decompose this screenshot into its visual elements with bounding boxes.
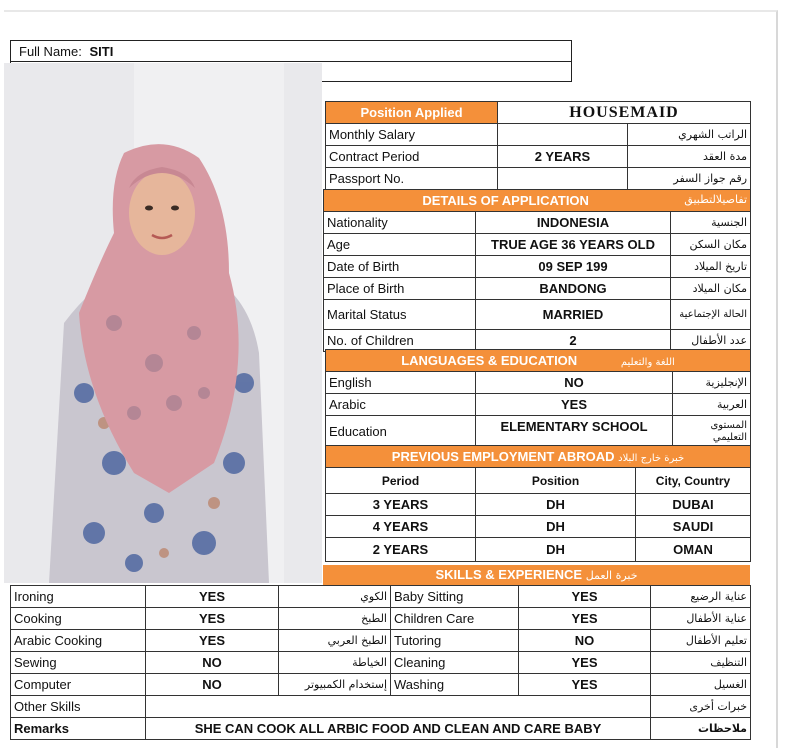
language-row [326, 394, 751, 416]
remarks-value: SHE CAN COOK ALL ARBIC FOOD AND CLEAN AND CARE BABY [146, 718, 651, 740]
employment-position: DH [476, 516, 636, 538]
skill-value: YES [146, 608, 279, 630]
skill-label: Computer [11, 674, 146, 696]
employment-position: DH [476, 538, 636, 562]
contract-label-ar: رقم جواز السفر [628, 168, 751, 190]
skill-label-ar: الكوي [279, 586, 391, 608]
detail-label: Place of Birth [324, 278, 476, 300]
applicant-photo-illustration [4, 63, 322, 583]
skill-label-ar: الغسيل [651, 674, 751, 696]
full-name-label: Full Name: [19, 44, 82, 59]
skill-label: Cleaning [391, 652, 519, 674]
employment-header: PREVIOUS EMPLOYMENT ABROAD [391, 449, 615, 464]
detail-label: No. of Children [324, 330, 476, 352]
employment-period: 3 YEARS [326, 494, 476, 516]
skills-header: SKILLS & EXPERIENCE [435, 567, 583, 582]
detail-label-ar: الحالة الإجتماعية [671, 300, 751, 330]
skill-label: Tutoring [391, 630, 519, 652]
employment-row [326, 516, 751, 538]
column-position: Position [476, 468, 636, 494]
skill-label: Arabic Cooking [11, 630, 146, 652]
details-header: DETAILS OF APPLICATION [422, 193, 589, 208]
contract-label: Passport No. [326, 168, 498, 190]
skill-value: NO [146, 652, 279, 674]
section-header [326, 446, 751, 468]
detail-value: 09 SEP 199 [476, 256, 671, 278]
skill-value: NO [519, 630, 651, 652]
detail-value: MARRIED [476, 300, 671, 330]
detail-label-ar: مكان السكن [671, 234, 751, 256]
detail-label: Age [324, 234, 476, 256]
employment-row [326, 538, 751, 562]
employment-place: SAUDI [636, 516, 751, 538]
column-city-country: City, Country [636, 468, 751, 494]
detail-label: Marital Status [324, 300, 476, 330]
contract-row [326, 124, 751, 146]
full-name-value: SITI [89, 44, 114, 59]
languages-header: LANGUAGES & EDUCATION [401, 353, 578, 368]
language-label: English [326, 372, 476, 394]
skill-label: Baby Sitting [391, 586, 519, 608]
detail-row [324, 300, 751, 330]
detail-label-ar: عدد الأطفال [671, 330, 751, 352]
skills-table [10, 585, 751, 740]
skill-label-ar: عناية الرضيع [651, 586, 751, 608]
detail-label: Nationality [324, 212, 476, 234]
detail-value: 2 [476, 330, 671, 352]
skill-label: Children Care [391, 608, 519, 630]
details-table [323, 189, 751, 352]
skill-label: Sewing [11, 652, 146, 674]
contract-row [326, 146, 751, 168]
contract-value [498, 124, 628, 146]
skill-label-ar: الطبخ [279, 608, 391, 630]
detail-label-ar: تاريخ الميلاد [671, 256, 751, 278]
skill-value: YES [146, 586, 279, 608]
language-label: Arabic [326, 394, 476, 416]
language-row [326, 372, 751, 394]
skill-row [11, 674, 751, 696]
detail-row [324, 212, 751, 234]
employment-period: 2 YEARS [326, 538, 476, 562]
skill-value: YES [519, 586, 651, 608]
employment-row [326, 494, 751, 516]
contract-value [498, 168, 628, 190]
remarks-label-ar: ملاحظات [651, 718, 751, 740]
position-header: Position Applied [326, 102, 498, 124]
skill-value: YES [146, 630, 279, 652]
skill-label: Ironing [11, 586, 146, 608]
language-value: ELEMENTARY SCHOOL [476, 416, 673, 448]
language-label-ar: المستوى التعليمي [673, 416, 751, 448]
skill-label-ar: الخياطة [279, 652, 391, 674]
contract-value: 2 YEARS [498, 146, 628, 168]
detail-label: Date of Birth [324, 256, 476, 278]
skill-label-ar: عناية الأطفال [651, 608, 751, 630]
languages-table [325, 349, 751, 448]
position-row [326, 102, 751, 124]
remarks-row [11, 718, 751, 740]
remarks-label: Remarks [11, 718, 146, 740]
other-skills-label: Other Skills [11, 696, 146, 718]
contract-table [325, 101, 751, 190]
skills-header-bar [323, 565, 750, 585]
skill-row [11, 630, 751, 652]
other-skills-value [146, 696, 651, 718]
details-header-ar: تفاصيلالتطبيق [684, 193, 748, 206]
skill-value: YES [519, 652, 651, 674]
skill-value: NO [146, 674, 279, 696]
skill-row [11, 652, 751, 674]
detail-label-ar: الجنسية [671, 212, 751, 234]
detail-label-ar: مكان الميلاد [671, 278, 751, 300]
skill-value: YES [519, 608, 651, 630]
skills-header-ar: خبرة العمل [585, 569, 638, 582]
language-value: NO [476, 372, 673, 394]
languages-header-ar: اللغة والتعليم [620, 357, 675, 368]
skill-row [11, 586, 751, 608]
detail-value: BANDONG [476, 278, 671, 300]
detail-value: INDONESIA [476, 212, 671, 234]
language-value: YES [476, 394, 673, 416]
skill-label: Washing [391, 674, 519, 696]
skill-label-ar: الطبخ العربي [279, 630, 391, 652]
language-label-ar: الإنجليزية [673, 372, 751, 394]
employment-place: OMAN [636, 538, 751, 562]
detail-row [324, 256, 751, 278]
detail-row [324, 278, 751, 300]
detail-row [324, 234, 751, 256]
skill-label-ar: إستخدام الكمبيوتر [279, 674, 391, 696]
contract-label: Monthly Salary [326, 124, 498, 146]
other-skills-label-ar: خبرات أخرى [651, 696, 751, 718]
contract-label-ar: الراتب الشهري [628, 124, 751, 146]
employment-place: DUBAI [636, 494, 751, 516]
language-row [326, 416, 751, 448]
contract-label-ar: مدة العقد [628, 146, 751, 168]
employment-table [325, 445, 751, 562]
skill-label-ar: التنظيف [651, 652, 751, 674]
position-value: HOUSEMAID [498, 102, 751, 124]
employment-position: DH [476, 494, 636, 516]
contract-label: Contract Period [326, 146, 498, 168]
employment-header-ar: خبرة خارج البلاد [618, 453, 685, 464]
applicant-photo [4, 63, 322, 583]
language-label-ar: العربية [673, 394, 751, 416]
employment-columns [326, 468, 751, 494]
detail-value: TRUE AGE 36 YEARS OLD [476, 234, 671, 256]
section-header [326, 350, 751, 372]
skill-value: YES [519, 674, 651, 696]
skill-row [11, 608, 751, 630]
other-skills-row [11, 696, 751, 718]
contract-row [326, 168, 751, 190]
language-label: Education [326, 416, 476, 448]
section-header [324, 190, 751, 212]
employment-period: 4 YEARS [326, 516, 476, 538]
skill-label: Cooking [11, 608, 146, 630]
skill-label-ar: تعليم الأطفال [651, 630, 751, 652]
column-period: Period [326, 468, 476, 494]
